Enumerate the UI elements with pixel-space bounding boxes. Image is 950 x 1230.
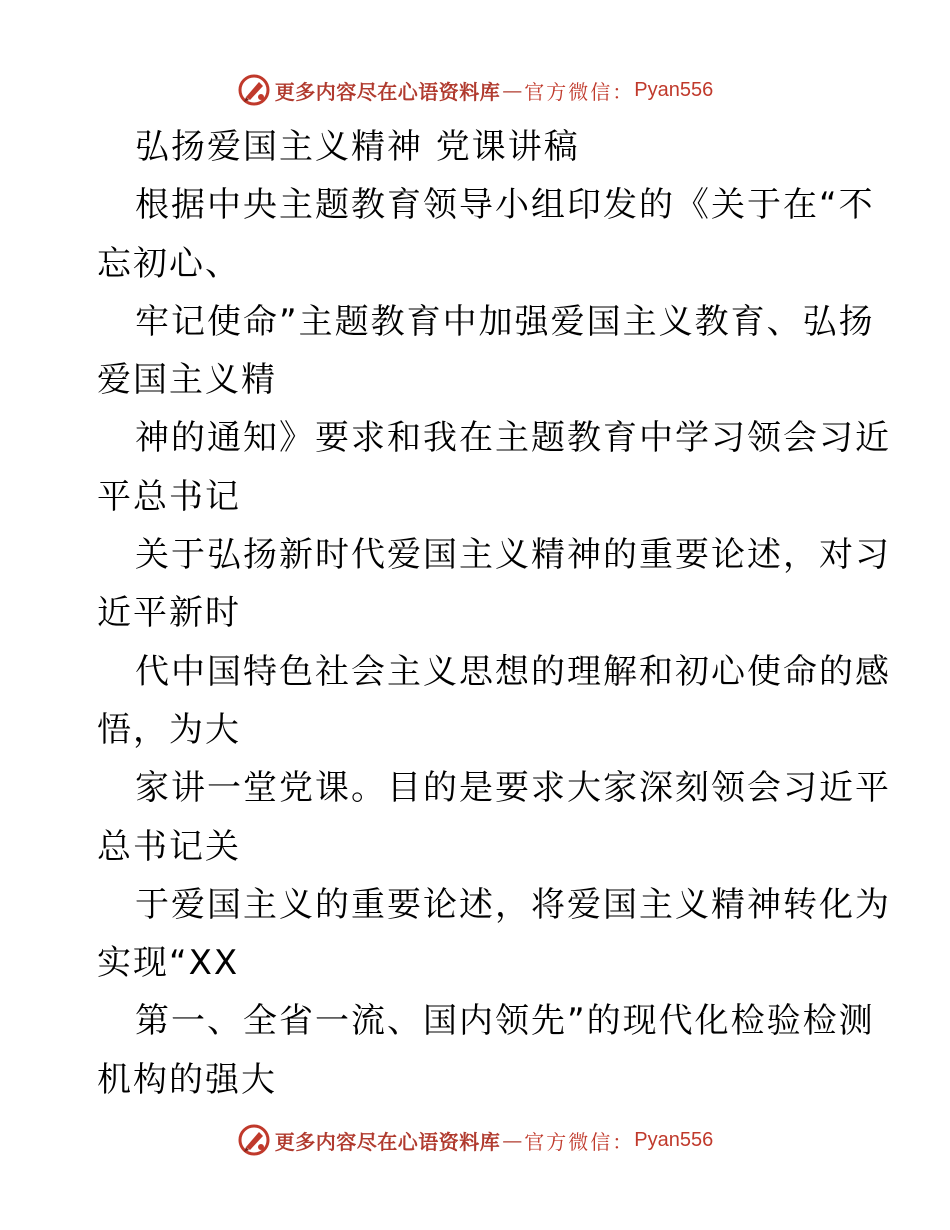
document-body (97, 118, 891, 1109)
document-line: 悟，为大 (97, 709, 241, 750)
document-line: 爱国主义精 (97, 360, 277, 401)
banner-wechat-handle: Pyan556 (634, 78, 714, 101)
document-line: 实现“XX (97, 943, 240, 984)
document-line: 家讲一堂党课。目的是要求大家深刻领会习近平 (135, 768, 891, 809)
banner-dash: — (502, 1128, 523, 1152)
banner-wechat-label: 官方微信： (524, 79, 635, 104)
document-line: 于爱国主义的重要论述，将爱国主义精神转化为 (135, 884, 891, 925)
logo-pen-icon (237, 73, 271, 107)
document-line: 根据中央主题教育领导小组印发的《关于在“不 (135, 185, 875, 226)
document-line: 机构的强大 (97, 1059, 277, 1100)
document-line: 忘初心、 (97, 243, 241, 284)
document-line: 神的通知》要求和我在主题教育中学习领会习近 (135, 418, 891, 459)
banner-wechat-label: 官方微信： (524, 1129, 635, 1154)
banner-dash: — (502, 78, 523, 102)
logo-pen-icon (237, 1123, 271, 1157)
document-line: 牢记使命”主题教育中加强爱国主义教育、弘扬 (135, 301, 875, 342)
document-line: 代中国特色社会主义思想的理解和初心使命的感 (135, 651, 891, 692)
banner-site-text: 更多内容尽在心语资料库 (274, 79, 501, 104)
document-line: 第一、全省一流、国内领先”的现代化检验检测 (135, 1001, 875, 1042)
banner-wechat-handle: Pyan556 (634, 1128, 714, 1151)
document-line: 总书记关 (97, 826, 241, 867)
document-line: 近平新时 (97, 593, 241, 634)
banner-site-text: 更多内容尽在心语资料库 (274, 1129, 501, 1154)
header-banner (0, 70, 950, 110)
document-line: 关于弘扬新时代爱国主义精神的重要论述，对习 (135, 535, 891, 576)
document-line: 平总书记 (97, 476, 241, 517)
footer-banner (0, 1120, 950, 1160)
document-title-line: 弘扬爱国主义精神 党课讲稿 (135, 127, 580, 167)
